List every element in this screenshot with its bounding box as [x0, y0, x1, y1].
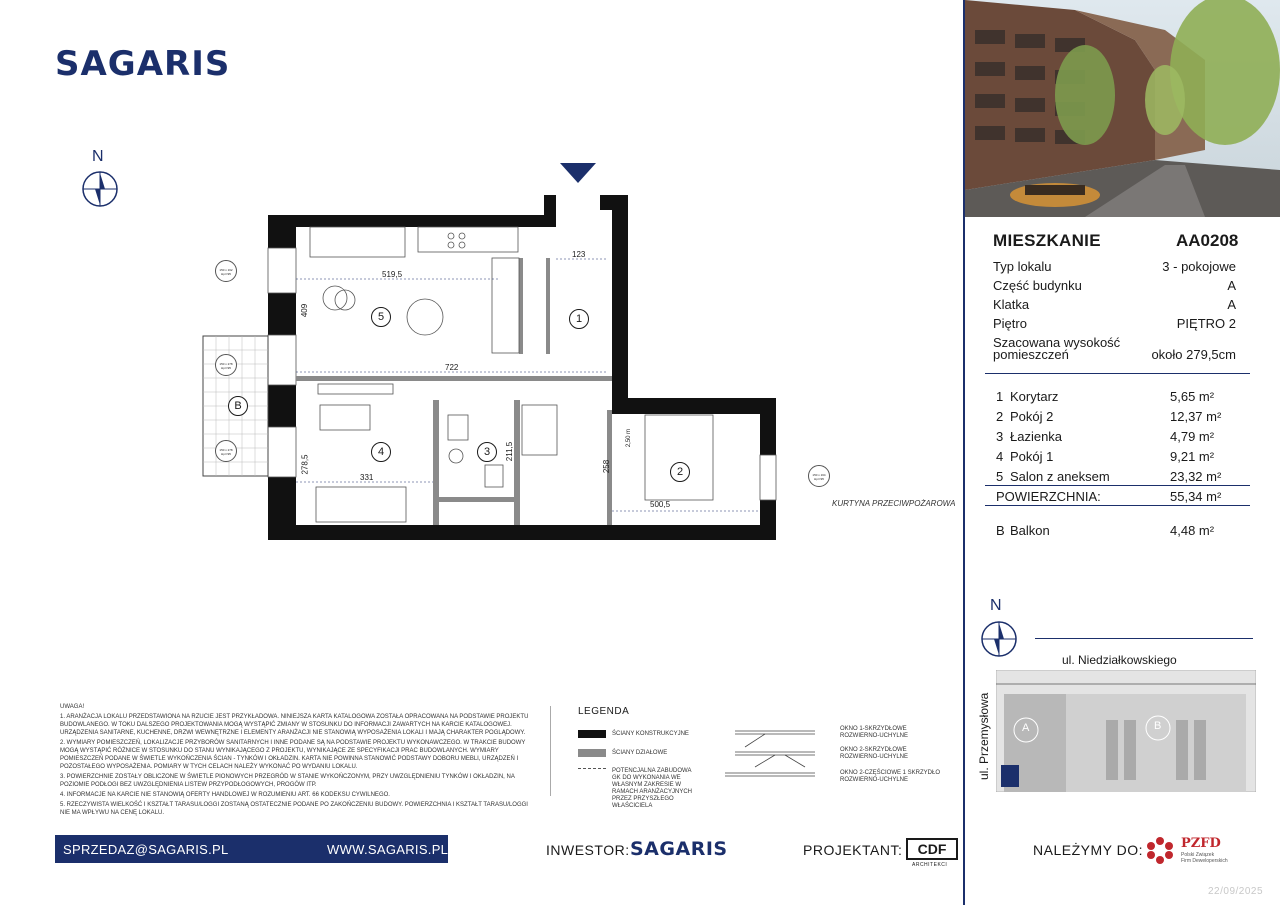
room-area: 5,65 m²	[1170, 389, 1215, 404]
detail-label: Część budynku	[993, 278, 1082, 293]
height-value: około 279,5cm	[1151, 347, 1236, 362]
dimension-label: 722	[445, 363, 459, 372]
room-no: 2	[996, 409, 1004, 424]
room-no: 3	[996, 429, 1004, 444]
site-part-a: A	[1022, 722, 1030, 734]
legend-item: ŚCIANY KONSTRUKCYJNE	[612, 731, 689, 737]
room-marker: 2	[670, 462, 690, 482]
member-logo: PZFD	[1181, 836, 1221, 851]
note-item: 4. INFORMACJE NA KARCIE NIE STANOWIĄ OFERTY HANDLOWEJ W ROZUMIENIU ART. 66 KODEKSU CYWILNEGO.	[60, 792, 390, 798]
investor-label: INWESTOR:	[546, 842, 630, 858]
street-line	[1035, 638, 1253, 639]
legend-swatch-gk	[578, 768, 606, 769]
legend-swatch-partition	[578, 749, 606, 757]
divider	[985, 505, 1250, 506]
compass-north-label: N	[92, 148, 104, 165]
room-no: 4	[996, 449, 1004, 464]
room-area: 23,32 m²	[1170, 469, 1222, 484]
room-marker: B	[228, 396, 248, 416]
legend-window-symbols	[725, 725, 825, 780]
member-label: NALEŻYMY DO:	[1033, 842, 1143, 858]
compass-north-label: N	[990, 597, 1002, 614]
window-tag: 150 x 278 Hpr=95	[215, 354, 237, 376]
entrance-arrow-icon	[560, 163, 596, 183]
height-label-2: pomieszczeń	[993, 347, 1069, 362]
room-name: Korytarz	[1010, 389, 1059, 404]
detail-value: A	[1227, 278, 1236, 293]
room-name: Łazienka	[1010, 429, 1063, 444]
room-name: Salon z aneksem	[1010, 469, 1110, 484]
room-name: Pokój 2	[1010, 409, 1054, 424]
room-marker: 4	[371, 442, 391, 462]
floor-plan	[190, 155, 960, 555]
total-value: 55,34 m²	[1170, 489, 1222, 504]
notes-title: UWAGA!	[60, 704, 85, 710]
site-plan	[996, 670, 1256, 792]
designer-label: PROJEKTANT:	[803, 842, 903, 858]
dimension-label: 123	[572, 250, 586, 259]
window-tag: 150 x 162 Hpr=95	[215, 260, 237, 282]
date-stamp: 22/09/2025	[1208, 886, 1264, 897]
window-tag: 150 x 164 Hpr=95	[808, 465, 830, 487]
designer-logo: CDF	[906, 838, 958, 860]
legend-item: ŚCIANY DZIAŁOWE	[612, 750, 668, 756]
compass-icon	[81, 170, 119, 208]
detail-value: A	[1227, 297, 1236, 312]
room-marker: 5	[371, 307, 391, 327]
apartment-label: MIESZKANIE	[993, 231, 1101, 250]
member-sub: Firm Deweloperskich	[1181, 858, 1228, 864]
member-sub: Polski Związek	[1181, 852, 1215, 858]
total-label: POWIERZCHNIA:	[996, 489, 1101, 504]
partition-walls	[296, 258, 612, 525]
building-render-image	[965, 0, 1280, 217]
dimension-label: 519,5	[382, 270, 403, 279]
divider	[985, 373, 1250, 374]
notes	[60, 703, 530, 819]
room-area: 9,21 m²	[1170, 449, 1215, 464]
investor-logo: SAGARIS	[630, 838, 728, 860]
height-label: Szacowana wysokość	[993, 335, 1121, 350]
dimension-label: 278,5	[300, 454, 310, 475]
detail-label: Piętro	[993, 316, 1027, 331]
dimension-label: 500,5	[650, 500, 671, 509]
site-part-b: B	[1154, 720, 1162, 732]
legend-window-item: OKNO 2-SKRZYDŁOWE ROZWIERNO-UCHYLNE	[840, 747, 909, 760]
balcony-no: B	[996, 523, 1005, 538]
dimension-label: 211,5	[505, 441, 515, 462]
compass-icon	[980, 620, 1018, 658]
room-no: 1	[996, 389, 1004, 404]
detail-value: 3 - pokojowe	[1162, 259, 1236, 274]
note-item: 2. WYMIARY POMIESZCZEŃ, LOKALIZACJE PRZYBORÓW SANITARNYCH I INNE PODANE SĄ NA PODSTAWIE PROJEKTU WYKONAWCZEGO. W TRAKCIE BUDOWY MOGĄ WYSTĄPIĆ RÓŻNICE W STOSUNKU DO STANU WYNIKAJĄCEGO Z PROJEKTU, WYNIKAJĄCE ZE SPECYFIKACJI PRAC BUDOWLANYCH. WYMIARY POMIESZCZEŃ PODANE W ŚWIETLE WYKOŃCZENIA ŚCIAN - TYNKÓW I OKŁADZIN. KARTA NIE POWINNA STANOWIĆ PODSTAWY DOBORU MEBLI, URZĄDZEŃ I POZOSTAŁEGO WYPOSAŻENIA. POMIARY W TYCH CELACH NALEŻY WYKONAĆ PO WYDANIU LOKALU.	[60, 740, 526, 770]
legend-title: LEGENDA	[578, 706, 630, 717]
apartment-code: AA0208	[1176, 231, 1239, 250]
street-name-side: ul. Przemysłowa	[977, 692, 991, 780]
detail-label: Typ lokalu	[993, 259, 1052, 274]
website-link[interactable]: WWW.SAGARIS.PL	[327, 842, 449, 857]
room-area: 12,37 m²	[1170, 409, 1222, 424]
divider	[985, 485, 1250, 486]
note-item: 3. POWIERZCHNIE ZOSTAŁY OBLICZONE W ŚWIETLE PIONOWYCH PRZEGRÓD W STANIE WYKOŃCZONYM, PRZY UWZGLĘDNIENIU TYNKÓW I OKŁADZIN, NA POZIOMIE PODŁOGI BEZ UWZGLĘDNIENIA LISTEW PRZYPODŁOGOWYCH, PROGÓW ITP.	[60, 774, 515, 788]
note-item: 1. ARANŻACJA LOKALU PRZEDSTAWIONA NA RZUCIE JEST PRZYKŁADOWA. NINIEJSZA KARTA KATALOGOWA ZOSTAŁA OPRACOWANA NA PODSTAWIE PROJEKTU BUDOWLANEGO. W TOKU DALSZEGO PROJEKTOWANIA MOGĄ WYSTĄPIĆ ZMIANY W STOSUNKU DO INFORMACJI ZAWARTYCH NA KARCIE KATALOGOWEJ. URZĄDZENIA SANITARNE, KUCHENNE, DRZWI WEWNĘTRZNE I ELEMENTY ARANŻACJI NIE STANOWIĄ WYPOSAŻENIA LOKALI I MAJĄ CHARAKTER POGLĄDOWY.	[60, 714, 529, 736]
note-item: 5. RZECZYWISTA WIELKOŚĆ I KSZTAŁT TARASU/LOGGI ZOSTANĄ OSTATECZNIE PODANE PO ZAKOŃCZENIU BUDOWY. POWIERZCHNIA I KSZTAŁT TARASU/LOGGI NIE MA WPŁYWU NA CENĘ LOKALU.	[60, 802, 528, 816]
detail-label: Klatka	[993, 297, 1030, 312]
balcony-name: Balkon	[1010, 523, 1050, 538]
room-marker: 1	[569, 309, 589, 329]
pzfd-flower-icon	[1145, 835, 1175, 865]
designer-sub: ARCHITEKCI	[912, 862, 948, 868]
contact-bar	[55, 835, 448, 863]
kurtyna-label: KURTYNA PRZECIWPOŻAROWA	[832, 499, 956, 508]
room-marker: 3	[477, 442, 497, 462]
sagaris-logo: SAGARIS	[55, 44, 231, 84]
legend-item: POTENCJALNA ZABUDOWA GK DO WYKONANIA WE WŁASNYM ZAKRESIE W RAMACH ARANŻACYJNYCH PRZEZ PRZYSZŁEGO WŁAŚCICIELA	[612, 768, 693, 809]
dimension-label: 258	[602, 459, 612, 474]
legend-window-item: OKNO 1-SKRZYDŁOWE ROZWIERNO-UCHYLNE	[840, 726, 909, 739]
dimension-label: 331	[360, 473, 374, 482]
height-note: 2,50 m	[626, 428, 633, 448]
detail-value: PIĘTRO 2	[1176, 316, 1236, 331]
window-tag: 150 x 278 Hpr=95	[215, 440, 237, 462]
email-link[interactable]: SPRZEDAZ@SAGARIS.PL	[63, 842, 229, 857]
room-area: 4,79 m²	[1170, 429, 1215, 444]
legend-window-item: OKNO 2-CZĘŚCIOWE 1 SKRZYDŁO ROZWIERNO-UCHYLNE	[840, 770, 941, 783]
room-name: Pokój 1	[1010, 449, 1054, 464]
dimension-label: 409	[300, 303, 310, 318]
legend-swatch-structural	[578, 730, 606, 738]
structural-walls	[268, 195, 776, 540]
street-name-top: ul. Niedziałkowskiego	[1062, 653, 1177, 667]
apartment-location-marker	[1001, 765, 1019, 787]
balcony-area: 4,48 m²	[1170, 523, 1215, 538]
legend-divider	[550, 706, 551, 796]
room-no: 5	[996, 469, 1004, 484]
